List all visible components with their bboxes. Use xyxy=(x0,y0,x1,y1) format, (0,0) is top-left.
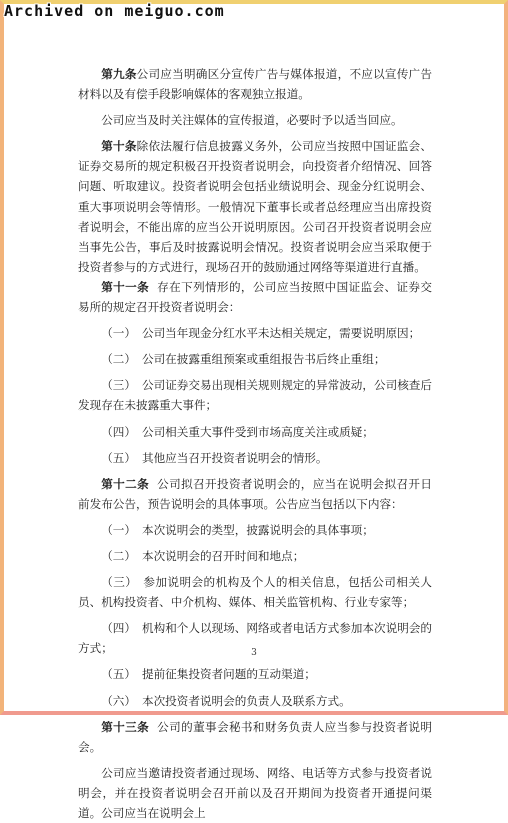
article-heading: 第九条 xyxy=(101,67,137,81)
list-item xyxy=(78,546,432,566)
article-heading: 第十一条 xyxy=(101,279,150,294)
list-item xyxy=(78,375,432,415)
list-item-number: （二） xyxy=(101,352,136,367)
list-item xyxy=(78,664,432,684)
list-item xyxy=(78,691,432,711)
article-10 xyxy=(78,136,432,277)
list-item-text: 提前征集投资者问题的互动渠道； xyxy=(141,667,316,682)
list-item-text: 参加说明会的机构及个人的相关信息，包括公司相关人员、机构投资者、中介机构、媒体、相关监管机构、行业专家等； xyxy=(78,575,432,610)
article-text: 公司拟召开投资者说明会的，应当在说明会拟召开日前发布公告，预告说明会的具体事项。公告应当包括以下内容： xyxy=(78,476,432,511)
list-item-text: 本次说明会的类型，披露说明会的具体事项； xyxy=(141,522,374,537)
article-13-text: 公司应当邀请投资者通过现场、网络、电话等方式参与投资者说明会，并在投资者说明会召开前以及召开期间为投资者开通提问渠道。公司应当在说明会上 xyxy=(78,765,432,820)
article-9-note: 公司应当及时关注媒体的宣传报道，必要时予以适当回应。 xyxy=(101,113,403,128)
list-item-text: 公司证券交易出现相关规则规定的异常波动，公司核查后发现存在未披露重大事件； xyxy=(78,378,432,413)
list-item xyxy=(78,448,432,468)
list-item xyxy=(78,349,432,369)
list-item-number: （三） xyxy=(101,378,136,393)
article-13 xyxy=(78,717,432,757)
list-item-number: （六） xyxy=(101,693,136,708)
list-item-text: 机构和个人以现场、网络或者电话方式参加本次说明会的方式； xyxy=(78,621,432,656)
article-text: 存在下列情形的，公司应当按照中国证监会、证券交易所的规定召开投资者说明会： xyxy=(78,279,432,315)
document-page xyxy=(78,64,432,823)
list-item-text: 公司在披露重组预案或重组报告书后终止重组； xyxy=(141,352,386,367)
article-text: 公司应当明确区分宣传广告与媒体报道，不应以宣传广告材料以及有偿手段影响媒体的客观独立报道。 xyxy=(78,67,432,102)
page-number: 3 xyxy=(251,648,257,658)
article-11-list xyxy=(78,323,432,474)
article-text: 公司的董事会秘书和财务负责人应当参与投资者说明会。 xyxy=(78,719,432,754)
list-item-number: （二） xyxy=(101,548,136,563)
article-heading: 第十三条 xyxy=(101,719,150,734)
list-item-text: 公司相关重大事件受到市场高度关注或质疑； xyxy=(141,424,374,439)
list-item-text: 本次投资者说明会的负责人及联系方式。 xyxy=(141,693,351,708)
list-item-number: （五） xyxy=(101,450,136,465)
article-9 xyxy=(78,64,432,104)
list-item-number: （四） xyxy=(101,424,136,439)
list-item-text: 其他应当召开投资者说明会的情形。 xyxy=(141,450,328,465)
list-item-number: （四） xyxy=(101,621,136,636)
list-item-number: （一） xyxy=(101,326,136,341)
list-item xyxy=(78,422,432,442)
archive-watermark: Archived on meiguo.com xyxy=(4,2,225,20)
list-item-number: （一） xyxy=(101,522,136,537)
list-item xyxy=(78,572,432,612)
list-item xyxy=(78,520,432,540)
article-12-list xyxy=(78,520,432,717)
article-heading: 第十条 xyxy=(101,139,137,154)
list-item xyxy=(78,323,432,343)
list-item-number: （五） xyxy=(101,667,136,682)
list-item-text: 公司当年现金分红水平未达相关规定，需要说明原因； xyxy=(141,326,421,341)
article-text: 除依法履行信息披露义务外，公司应当按照中国证监会、证券交易所的规定积极召开投资者说明会，向投资者介绍情况、回答问题、听取建议。投资者说明会包括业绩说明会、现金分红说明会、重大事项说明会等情形。一般情况下董事长或者总经理应当出席投资者说明会，不能出席的应当公开说明原因。公司召开投资者说明会应当事先公告，事后及时披露说明会情况。投资者说明会应当采取便于投资者参与的方式进行，现场召开的鼓励通过网络等渠道进行直播。 xyxy=(78,139,432,274)
list-item-number: （三） xyxy=(101,575,138,590)
article-heading: 第十二条 xyxy=(101,476,150,491)
list-item-text: 本次说明会的召开时间和地点； xyxy=(141,548,305,563)
article-12 xyxy=(78,474,432,514)
article-11 xyxy=(78,277,432,317)
